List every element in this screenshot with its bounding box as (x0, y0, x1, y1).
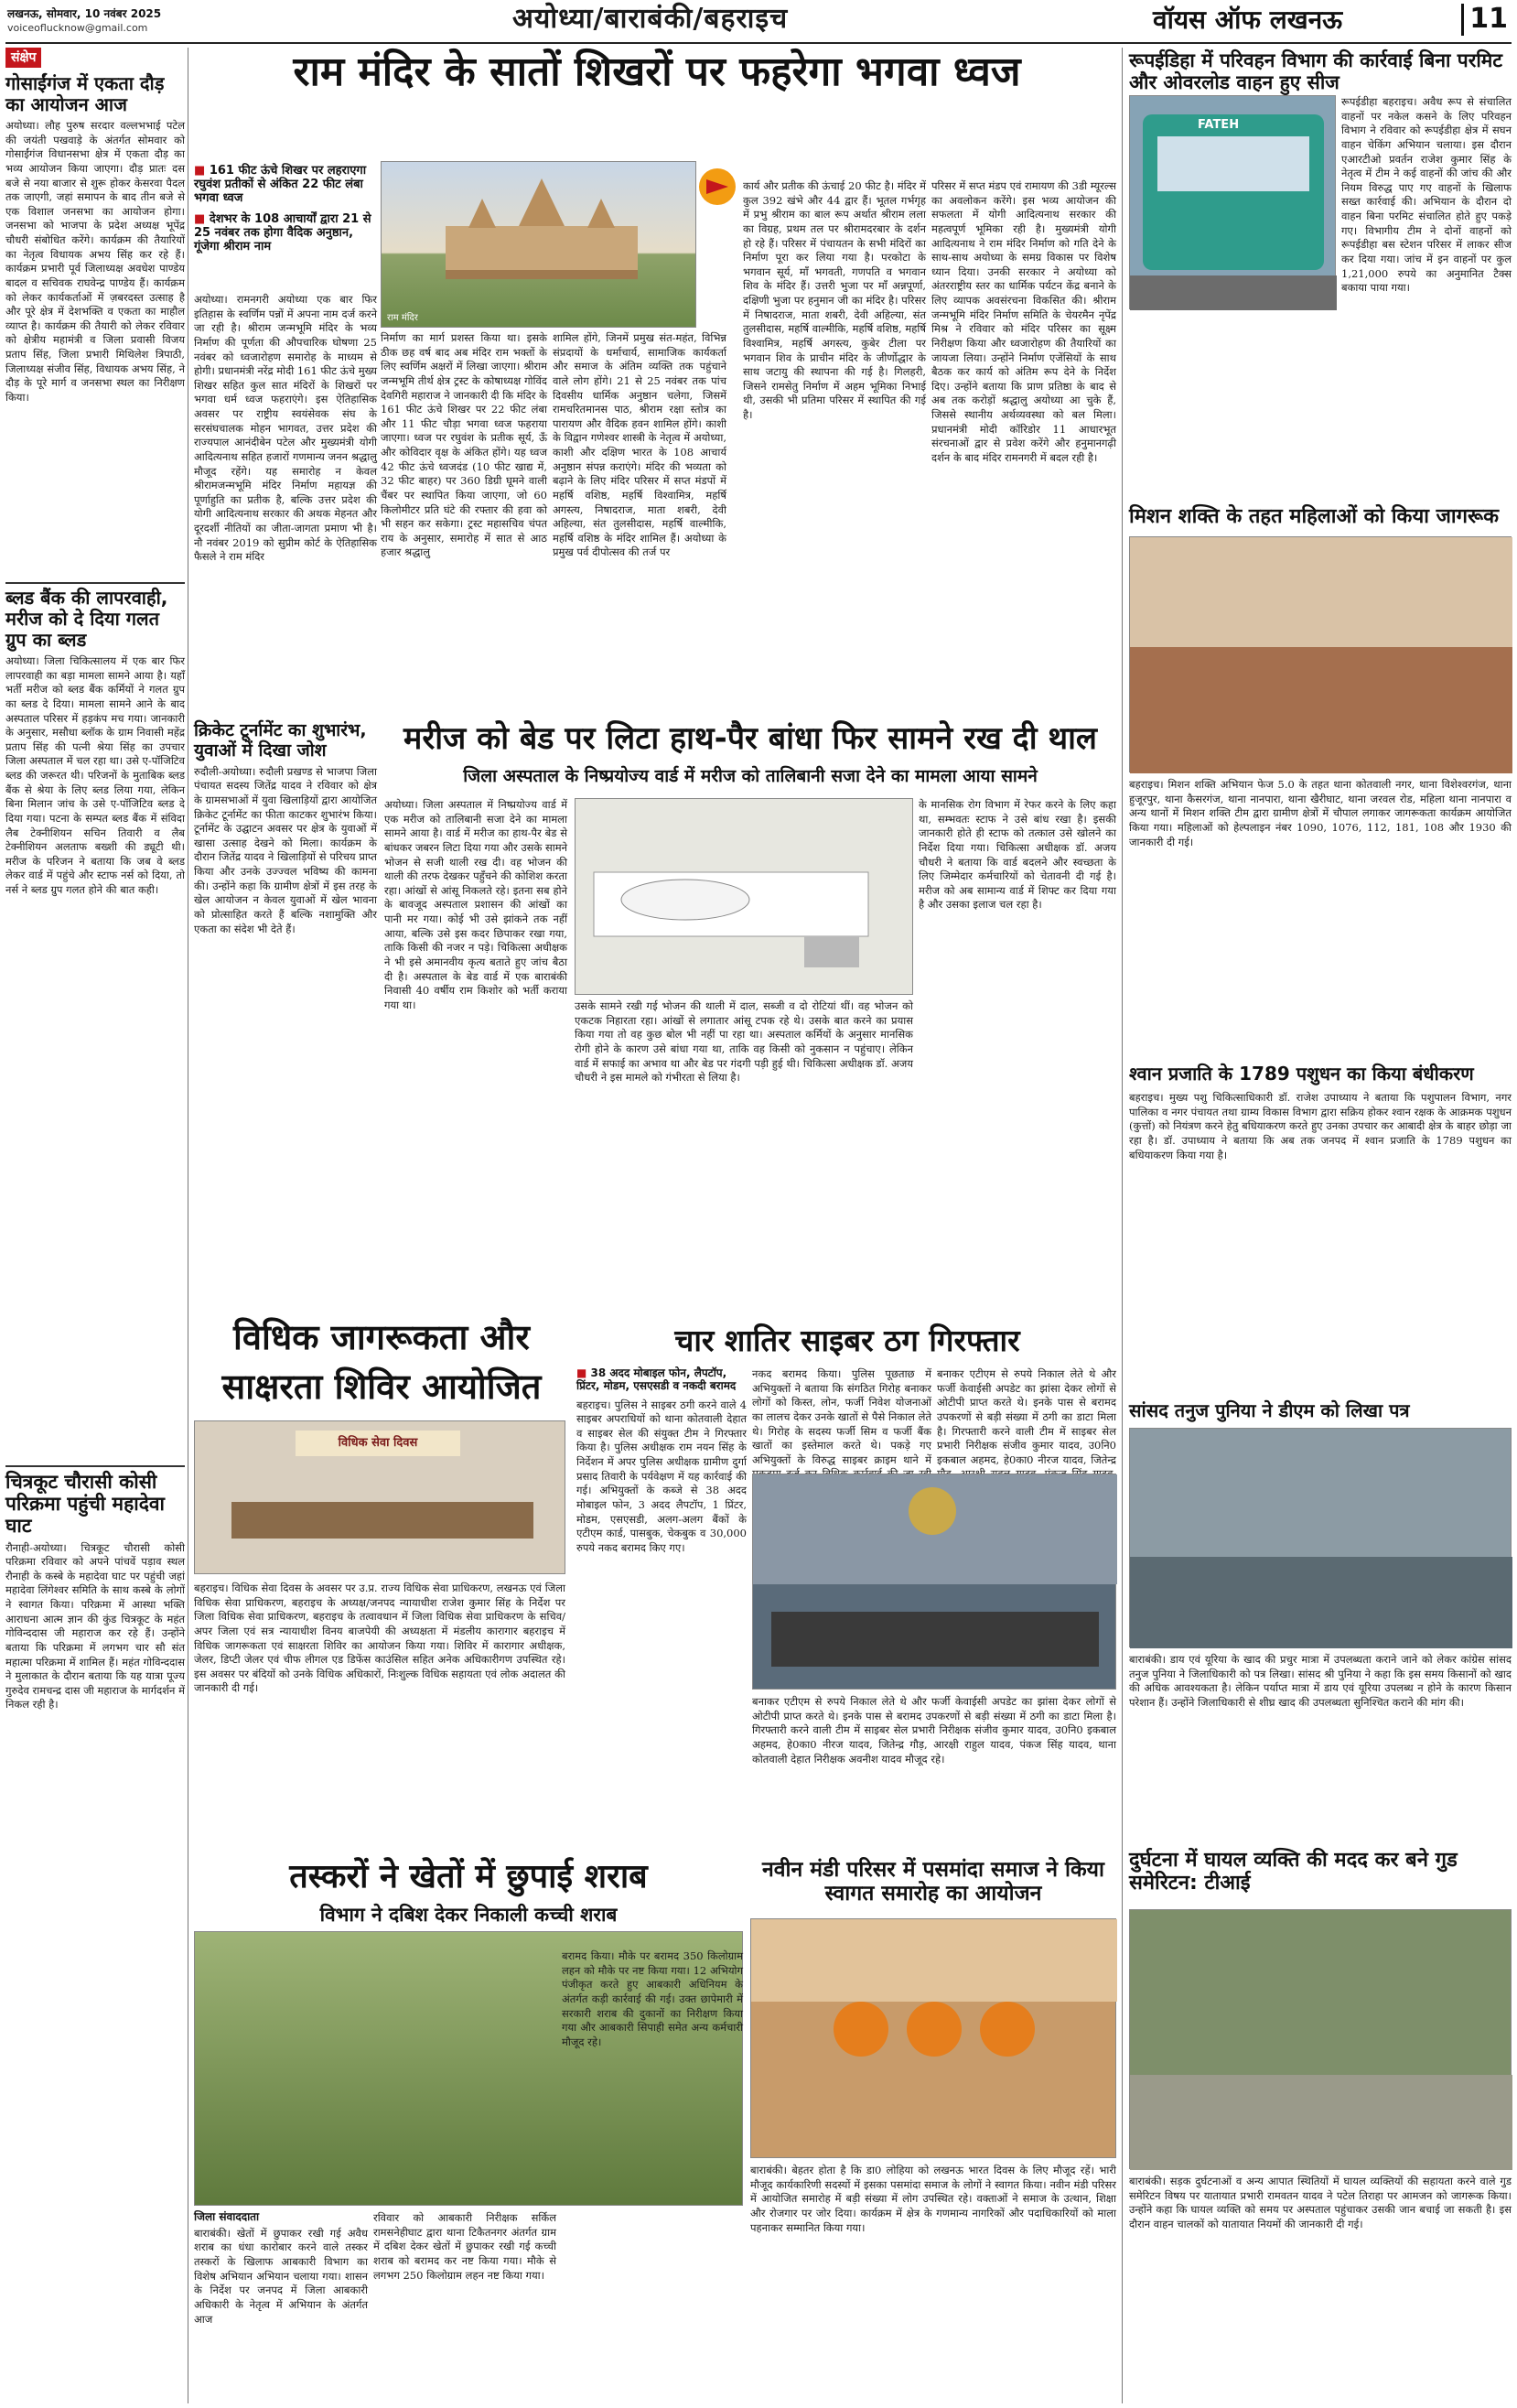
cyber-body-1: बहराइच। पुलिस ने साइबर ठगी करने वाले 4 साइबर अपराधियों को थाना कोतवाली देहात व साइबर सेल की संयुक्त टीम ने गिरफ्तार किया है। पुलिस अधीक्षक राम नयन सिंह के निर्देशन में अपर पुलिस अधीक्षक ग्रामीण दुर्गा प्रसाद तिवारी के पर्यवेक्षण में यह कार्रवाई की गई। अभियुक्तों के कब्जे से 38 अदद मोबाइल फोन, 3 अदद लैपटॉप, 1 प्रिंटर, मोडम, एसएसडी, अलग-अलग बैंकों के एटीएम कार्ड, पासबुक, चेकबुक व 30,000 रुपये नकद बरामद किए गए। (576, 1398, 747, 1554)
mission-headline: मिशन शक्ति के तहत महिलाओं को किया जागरूक (1129, 505, 1499, 528)
cyber-photo (752, 1474, 1116, 1690)
dog-body: बहराइच। मुख्य पशु चिकित्साधिकारी डॉ. राजेश उपाध्याय ने बताया कि पशुपालन विभाग, नगर पालिका व नगर पंचायत तथा ग्राम्य विकास विभाग द्वारा सक्रिय होकर श्वान रक्षक के आक्रमक पशुधन (कुत्तों) को नियंत्रण करने हेतु बधियाकरण करते हुए उनका उपचार कर आबादी क्षेत्र के बाहर छोड़ा जा रहा है। डॉ. उपाध्याय ने बताया कि अब तक जनपद में श्वान प्रजाति के 1789 पशुधन का बधियाकरण किया गया है। (1129, 1091, 1512, 1161)
patient-subhead: जिला अस्पताल के निष्प्रयोज्य वार्ड में मरीज को तालिबानी सजा देने का मामला आया सामने (463, 766, 1038, 786)
mission-photo (1129, 536, 1512, 772)
dog-headline: श्वान प्रजाति के 1789 पशुधन का किया बंधीकरण (1129, 1063, 1474, 1085)
right-divider (1122, 48, 1123, 2403)
patient-photo (575, 798, 913, 995)
pasmanda-photo (750, 1918, 1116, 2158)
cyber-bullet: ■ 38 अदद मोबाइल फोन, लैपटॉप, प्रिंटर, मोडम, एसएसडी व नकदी बरामद (576, 1367, 747, 1393)
temple-photo-caption: राम मंदिर (387, 313, 418, 323)
sidebar-item-body: अयोध्या। लौह पुरुष सरदार वल्लभभाई पटेल की जयंती पखवाड़े के अंतर्गत सोमवार को गोसाईंगंज विधानसभा क्षेत्र में एकता दौड़ का भव्य आयोजन किया जाएगा। दौड़ प्रातः दस बजे से नया बाजार से शुरू होकर केसरवा पैदल तक जाएगी, जहां समापन के बाद तीन बजे से एक विशाल जनसभा का आयोजन होगा। जनसभा को भाजपा के प्रदेश अध्यक्ष भूपेंद्र चौधरी संबोधित करेंगे। कार्यक्रम की तैयारियों का नेतृत्व विधायक अभय सिंह कर रहे हैं। कार्यक्रम प्रभारी पूर्व जिलाध्यक्ष अवधेश पाण्डेय बादल व सचिवक राघवेन्द्र पाण्डेय हैं। कार्यक्रम को लेकर कार्यकर्ताओं में ज़बरदस्त उत्साह है और पूरे क्षेत्र में देशभक्ति व एकता का माहौल व्याप्त है। कार्यक्रम की तैयारी को लेकर रविवार को क्षेत्रीय महामंत्री व जिला प्रवासी विजय प्रताप सिंह, जिला प्रभारी मिथिलेश त्रिपाठी, जिलाध्यक्ष संजीव सिंह, विधायक अभय सिंह, ने दौड़ के पूरे मार्ग व जनसभा स्थल का निरीक्षण किया। (5, 119, 185, 404)
liquor-body-1: बाराबंकी। खेतों में छुपाकर रखी गई अवैध शराब का धंधा कारोबार करने वाले तस्कर तस्करों के खिलाफ आबकारी विभाग का विशेष अभियान अभियान चलाया गया। शासन के निर्देश पर जनपद में जिला आबकारी अधिकारी के नेतृत्व में अभियान के अंतर्गत आज (194, 2226, 368, 2326)
lead-col-3: शामिल होंगे, जिनमें प्रमुख संत-महंत, विभिन्न संप्रदायों के धर्माचार्य, सामाजिक कार्यकर्ता और समाज के अंतिम व्यक्ति तक पहुंचाने वाले लोग होंगे। 21 से 25 नवंबर तक पांच दिवसीय धार्मिक अनुष्ठान चलेगा, जिसमें रामचरितमानस पाठ, श्रीराम रक्षा स्तोत्र का पारायण और वैदिक हवन शामिल होंगे। काशी के विद्वान गणेश्वर शास्त्री के नेतृत्व में अयोध्या, काशी और दक्षिण भारत के 108 आचार्य अनुष्ठान संपन्न कराएंगे। मंदिर की भव्यता को बढ़ाने के लिए मंदिर परिसर में सप्त मंडपों में महर्षि वशिष्ठ, महर्षि विश्वामित्र, महर्षि अगस्त्य, निषादराज, माता शबरी, देवी अहिल्या, संत तुलसीदास, महर्षि वाल्मीकि, महर्षि वशिष्ठ के मंदिर शामिल हैं। अयोध्या के प्रमुख पर्व दीपोत्सव की तर्ज पर (553, 331, 726, 559)
mission-body: बहराइच। मिशन शक्ति अभियान फेज 5.0 के तहत थाना कोतवाली नगर, थाना विशेश्वरगंज, थाना हुजूरपुर, थाना कैसरगंज, थाना नानपारा, थाना खैरीघाट, थाना जरवल रोड, महिला थाना नानपारा व अन्य थानों में मिशन शक्ति टीम द्वारा ग्रामीण क्षेत्रों में चौपाल लगाकर जागरूकता कार्यक्रम आयोजित किया गया। महिलाओं को हेल्पलाइन नंबर 1090, 1076, 112, 181, 108 और 1930 की जानकारी दी गई। (1129, 778, 1512, 848)
liquor-headline: तस्करों ने खेतों में छुपाई शराब (289, 1858, 648, 1895)
lead-col-4: कार्य और प्रतीक की ऊंचाई 20 फीट है। मंदिर में कुल 392 खंभे और 44 द्वार हैं। भूतल गर्भगृह में प्रभु श्रीराम का बाल रूप अर्थात श्रीराम लला का विग्रह, प्रथम तल पर श्रीरामदरबार के दर्शन हो रहे हैं। परिसर में पंचायतन के सभी मंदिरों का निर्माण पूरा कर लिया गया है। परकोटा के भगवान सूर्य, माँ भगवती, गणपति व भगवान शिव के मंदिर हैं। उत्तरी भुजा पर माँ अन्नपूर्णा, दक्षिणी भुजा पर हनुमान जी का मंदिर है। परिसर में निषादराज, माता शबरी, देवी अहिल्या, संत तुलसीदास, महर्षि वाल्मीकि, महर्षि वशिष्ठ, महर्षि विश्वामित्र, महर्षि अगस्त्य, कुबेर टीला पर भगवान शिव के प्राचीन मंदिर के जीर्णोद्धार के साथ जटायु की स्थापना की गई है। गिलहरी, जिसने रामसेतु निर्माण में अहम भूमिका निभाई थी, उसकी भी प्रतिमा परिसर में स्थापित की गई है। (743, 179, 926, 421)
liquor-col-1 (194, 2211, 368, 2402)
accident-body: बाराबंकी। सड़क दुर्घटनाओं व अन्य आपात स्थितियों में घायल व्यक्तियों की सहायता करने वाले गुड समेरिटन विषय पर यातायात प्रभारी रामवतन यादव ने पटेल तिराहा पर आमजन को जागरूक किया। उन्होंने कहा कि घायल व्यक्ति को समय पर अस्पताल पहुंचाकर उसकी जान बचाई जा सकती है। इस दौरान वाहन चालकों को यातायात नियमों की जानकारी दी गई। (1129, 2175, 1512, 2230)
legal-headline-2: साक्षरता शिविर आयोजित (221, 1366, 542, 1407)
lead-col-1: अयोध्या। रामनगरी अयोध्या एक बार फिर इतिहास के स्वर्णिम पन्नों में अपना नाम दर्ज करने जा रही है। श्रीराम जन्मभूमि मंदिर के भव्य निर्माण की पूर्णता की औपचारिक घोषणा 25 नवंबर को ध्वजारोहण समारोह के माध्यम से होगी। प्रधानमंत्री नरेंद्र मोदी 161 फीट ऊंचे मुख्य शिखर सहित कुल सात मंदिरों के शिखरों पर भगवा धर्म ध्वज फहराएंगे। इस ऐतिहासिक अवसर पर राष्ट्रीय स्वयंसेवक संघ के सरसंघचालक मोहन भागवत, उत्तर प्रदेश की राज्यपाल आनंदीबेन पटेल और मुख्यमंत्री योगी आदित्यनाथ सहित हजारों गणमान्य जनन श्रद्धालु मौजूद रहेंगे। यह समारोह न केवल श्रीरामजन्मभूमि मंदिर निर्माण महायज्ञ की पूर्णाहुति का प्रतीक है, बल्कि उत्तर प्रदेश की योगी आदित्यनाथ सरकार की अथक मेहनत और दूरदर्शी नीतियों का जीता-जागता प्रमाण भी है। नौ नवंबर 2019 को सुप्रीम कोर्ट के ऐतिहासिक फैसले ने राम मंदिर (194, 293, 377, 564)
accident-photo (1129, 1909, 1512, 2169)
cyber-col-3: बनाकर एटीएम से रुपये निकाल लेते थे और फर्जी केवाईसी अपडेट का झांसा देकर लोगों से ओटीपी प्राप्त करते थे। इनके पास से बरामद उपकरणों से बड़ी संख्या में ठगी का डाटा मिला है। गिरफ्तारी करने वाली टीम में साइबर सेल प्रभारी निरीक्षक संजीव कुमार यादव, उ0नि0 इकबाल अहमद, हे0का0 नीरज यादव, जितेन्द्र (937, 1367, 1116, 1466)
liquor-col-3: बरामद किया। मौके पर बरामद 350 किलोग्राम लहन को मौके पर नष्ट किया गया। 12 अभियोग पंजीकृत करते हुए आबकारी अधिनियम के अंतर्गत कड़ी कार्रवाई की गई। उक्त छापेमारी में सरकारी शराब की दुकानों का निरीक्षण किया गया और आबकारी सिपाही समेत अन्य कर्मचारी मौजूद रहे। (562, 1949, 743, 2048)
lead-bullet: ■ 161 फीट ऊंचे शिखर पर लहराएगा रघुवंश प्रतीकों से अंकित 22 फीट लंबा भगवा ध्वज (194, 165, 377, 206)
liquor-col-2: रविवार को आबकारी निरीक्षक सर्किल रामसनेहीघाट द्वारा थाना टिकैतनगर अंतर्गत ग्राम में दबिश देकर खेतों में छुपाकर रखी गई कच्ची शराब को बरामद कर नष्ट किया गया। मौके से लगभग 250 किलोग्राम लहन नष्ट किया गया। (373, 2211, 556, 2282)
date-line: लखनऊ, सोमवार, 10 नवंबर 2025 (7, 7, 162, 20)
liquor-dateline: जिला संवाददाता (194, 2210, 260, 2223)
cyber-col-4: बनाकर एटीएम से रुपये निकाल लेते थे और फर्जी केवाईसी अपडेट का झांसा देकर लोगों से ओटीपी प्राप्त करते थे। इनके पास से बरामद उपकरणों से बड़ी संख्या में ठगी का डाटा मिला है। गिरफ्तारी करने वाली टीम में साइबर सेल प्रभारी निरीक्षक संजीव कुमार यादव, उ0नि0 इकबाल अहमद, हे0का0 नीरज यादव, जितेन्द्र गौड़, आरक्षी राहुल यादव, पंकज सिंह यादव, थाना कोतवाली देहात निरीक्षक अवनीश यादव मौजूद रहे। (752, 1695, 1116, 1766)
brand-name: वॉयस ऑफ लखनऊ (1153, 5, 1343, 35)
sidebar-item-title: चित्रकूट चौरासी कोसी परिक्रमा पहुंची महादेवा घाट (5, 1465, 185, 1537)
email: voiceoflucknow@gmail.com (7, 22, 148, 34)
liquor-subhead: विभाग ने दबिश देकर निकाली कच्ची शराब (319, 1904, 618, 1926)
sidebar-item-title: ब्लड बैंक की लापरवाही, मरीज को दे दिया गलत ग्रुप का ब्लड (5, 582, 185, 651)
patient-col-1: अयोध्या। जिला अस्पताल में निष्प्रयोज्य वार्ड में एक मरीज को तालिबानी सजा देने का मामला सामने आया है। वार्ड में मरीज का हाथ-पैर बेड से बांधकर जबरन लिटा दिया गया और उसके सामने भोजन से सजी थाली रख दी। वह भोजन की थाली की तरफ देखकर पहुँचने की कोशिश करता रहा। आंखों से आंसू निकलते रहे। इतना सब होने के बावजूद अस्पताल प्रशासन की आंखों का पानी मर गया। कोई भी उसे झांकने तक नहीं आया, बल्कि उसे इस कदर छिपाकर रखा गया, ताकि किसी की नजर न पड़े। चिकित्सा अधीक्षक ने भी इसे अमानवीय कृत्य बताते हुए जांच बैठा दी है। अस्पताल के बेड वार्ड में एक बाराबंकी निवासी 40 वर्षीय राम किशोर को भर्ती कराया गया था। (384, 798, 567, 1011)
lead-col-5: परिसर में सप्त मंडप एवं रामायण की 3डी म्यूरल्स का अवलोकन करेंगे। इस भव्य आयोजन की सफलता में योगी आदित्यनाथ सरकार की महत्वपूर्ण भूमिका रही है। मुख्यमंत्री योगी आदित्यनाथ ने राम मंदिर निर्माण को गति देने के साथ-साथ अयोध्या के समग्र विकास पर विशेष ध्यान दिया। उनकी सरकार ने अयोध्या को अंतरराष्ट्रीय स्तर का धार्मिक पर्यटन केंद्र बनाने के लिए व्यापक अवसंरचना विकसित की। श्रीराम जन्मभूमि मंदिर निर्माण समिति के चेयरमैन नृपेंद्र मिश्र ने रविवार को मंदिर परिसर का सूक्ष्म निरीक्षण किया और ध्वजारोहण की तैयारियों का जायजा लिया। उन्होंने निर्माण एजेंसियों के साथ बैठक कर कार्य को अंतिम रूप देने के निर्देश दिए। उन्होंने बताया कि प्राण प्रतिष्ठा के बाद से अब तक करोड़ों श्रद्धालु अयोध्या आ चुके हैं, जिससे स्थानीय अर्थव्यवस्था को बल मिला। प्रधानमंत्री मोदी कॉरिडोर 11 आधारभूत संरचनाओं द्वार से प्रवेश करेंगे और हनुमानगढ़ी दर्शन के बाद मंदिर रामनगरी में बदल रही है। (931, 179, 1116, 464)
cricket-story (194, 721, 377, 1316)
sidebar-item-body: अयोध्या। जिला चिकित्सालय में एक बार फिर लापरवाही का बड़ा मामला सामने आया है। यहाँ भर्ती मरीज को ब्लड बैंक कर्मियों ने गलत ग्रुप का ब्लड दे दिया। मामला सामने आने के बाद अस्पताल परिसर में हड़कंप मच गया। जानकारी के अनुसार, मसौधा ब्लॉक के ग्राम निवासी महेंद्र प्रताप सिंह की पत्नी श्रेया सिंह का उपचार जिला अस्पताल में चल रहा था। उसे ए-पॉजिटिव ब्लड की जरूरत थी। परिजनों के मुताबिक ब्लड बैंक से श्रेया के लिए ब्लड लिया गया, लेकिन बिना मिलान जांच के उसे ए-पॉजिटिव ब्लड दे दिया गया। पटना के सम्पत ब्लड बैंक में संविदा लैब टेक्नीशियन सचिन तिवारी व लैब टेक्नीशियन अलताफ बख्शी की ड्यूटी थी। मरीज के परिजन ने बताया कि जब वे ब्लड लेकर वार्ड में पहुंचे और स्टाफ नर्स को दिया, तो नर्स ने ब्लड ग्रुप गलत होने की बात कही। (5, 654, 185, 897)
legal-body: बहराइच। विधिक सेवा दिवस के अवसर पर उ.प्र. राज्य विधिक सेवा प्राधिकरण, लखनऊ एवं जिला विधिक सेवा प्राधिकरण, बहराइच के अध्यक्ष/जनपद न्यायाधीश राजेश कुमार सिंह के निर्देश पर जिला विधिक सेवा प्राधिकरण, बहराइच के तत्वावधान में जिला विधिक सेवा प्राधिकरण के सचिव/अपर जिला एवं सत्र न्यायाधीश विनय बाजपेयी की अध्यक्षता में मंडलीय कारागार बहराइच में विधिक जागरूकता एवं साक्षरता शिविर का आयोजन किया गया। शिविर में कारागार अधीक्षक, जेलर, डिप्टी जेलर एवं चीफ लीगल एड डिफेंस काउंसिल सहित अनेक अधिकारीगण उपस्थित रहे। इस अवसर पर बंदियों को उनके विधिक अधिकारों, निःशुल्क विधिक सहायता एवं लोक अदालत की जानकारी दी गई। (194, 1582, 565, 1695)
cricket-headline: क्रिकेट टूर्नामेंट का शुभारंभ, युवाओं में दिखा जोश (194, 720, 367, 761)
cyber-col-1 (576, 1367, 747, 1852)
temple-photo (381, 161, 696, 328)
section-title: अयोध्या/बाराबंकी/बहराइच (512, 3, 789, 35)
pasmanda-headline: नवीन मंडी परिसर में पसमांदा समाज ने किया स्वागत समारोह का आयोजन (762, 1858, 1104, 1906)
cyber-col-2: नकद बरामद किया। पुलिस पूछताछ में अभियुक्तों ने बताया कि संगठित गिरोह बनाकर लोगों को किस्त, लोन, फर्जी निवेश योजनाओं का लालच देकर उनके खातों से पैसे निकाल लेते थे। गिरोह के सदस्य फर्जी सिम व फर्जी बैंक खातों का इस्तेमाल करते थे। पकड़े गए अभियुक्तों के विरुद्ध साइबर क्राइम थाने में (752, 1367, 931, 1466)
bus-photo (1129, 95, 1336, 309)
legal-headline-1: विधिक जागरूकता और (233, 1317, 530, 1357)
temple-illustration (382, 162, 697, 329)
pasmanda-body: बाराबंकी। बेहतर होता है कि डा0 लोहिया को लखनऊ भारत दिवस के लिए मौजूद रहें। भारी मौजूद कार्यकारिणी सदस्यों में इसका पसमांदा समाज के लोगों ने स्वागत किया। नवीन मंडी परिसर में आयोजित समारोह में बड़ी संख्या में लोग उपस्थित रहे। वक्ताओं ने समाज के उत्थान, शिक्षा और रोजगार पर जोर दिया। कार्यक्रम में क्षेत्र के गणमान्य नागरिकों और पदाधिकारियों को माला पहनाकर सम्मानित किया गया। (750, 2164, 1116, 2234)
sidebar (5, 48, 185, 2403)
sidebar-label: संक्षेप (5, 48, 41, 68)
lead-bullet: ■ देशभर के 108 आचार्यों द्वारा 21 से 25 नवंबर तक होगा वैदिक अनुष्ठान, गूंजेगा श्रीराम नाम (194, 213, 377, 254)
patient-headline: मरीज को बेड पर लिटा हाथ-पैर बांधा फिर सामने रख दी थाल (403, 720, 1097, 757)
masthead-rule (5, 42, 1512, 44)
lead-headline: राम मंदिर के सातों शिखरों पर फहरेगा भगवा ध्वज (293, 49, 1021, 95)
transport-body: रूपईडीहा बहराइच। अवैध रूप से संचालित वाहनों पर नकेल कसने के लिए परिवहन विभाग ने रविवार को रूपईडीहा क्षेत्र में सघन वाहन चेकिंग अभियान चलाया। इस दौरान एआरटीओ प्रवर्तन राजेश कुमार सिंह के नेतृत्व में टीम ने कई वाहनों की जांच की और नियम विरुद्ध पाए गए वाहनों के खिलाफ सख्त कार्रवाई की। अभियान के दौरान दो वाहन बिना परमिट संचालित होते हुए पकड़े गए। विभागीय टीम ने दोनों वाहनों को रूपईडीहा बस स्टेशन परिसर में लाकर सीज कर दिया गया। जांच में इन वाहनों पर कुल 1,21,000 रुपये का अनुमानित टैक्स बकाया पाया गया। (1341, 95, 1512, 295)
brand-block (1153, 4, 1512, 40)
patient-col-2: उसके सामने रखी गई भोजन की थाली में दाल, सब्जी व दो रोटियां थीं। वह भोजन को एकटक निहारता रहा। आंखों से लगातार आंसू टपक रहे थे। उसके बात करने का प्रयास किया गया तो वह कुछ बोल भी नहीं पा रहा था। अस्पताल कर्मियों के अनुसार मानसिक रोगी होने के कारण उसे बांधा गया था, ताकि वह किसी को नुकसान न पहुंचाए। लेकिन वार्ड में सफाई का अभाव था और बेड पर गंदगी पड़ी हुई थी। चिकित्सा अधीक्षक डॉ. अजय चौधरी ने इस मामले को गंभीरता से लिया है। (575, 999, 913, 1085)
lead-col-2: निर्माण का मार्ग प्रशस्त किया था। इसके ठीक छह वर्ष बाद अब मंदिर राम भक्तों के लिए स्वर्णिम अक्षरों में लिखा जाएगा। श्रीराम जन्मभूमि तीर्थ क्षेत्र ट्रस्ट के कोषाध्यक्ष गोविंद देवगिरी महाराज ने जानकारी दी कि मंदिर के 161 फीट ऊंचे शिखर पर 22 फीट लंबा और 11 फीट चौड़ा भगवा ध्वज फहराया जाएगा। ध्वज पर रघुवंश के प्रतीक सूर्य, ऊँ और कोविदार वृक्ष के अंकित होंगे। यह ध्वज 42 फीट ऊंचे ध्वजदंड (10 फीट खाद्य में, 32 फीट बाहर) पर 360 डिग्री घूमने वाली चैंबर पर स्थापित किया जाएगा, जो 60 किलोमीटर प्रति घंटे की रफ्तार की हवा को भी सहन कर सकेगा। ट्रस्ट महासचिव चंपत राय के अनुसार, समारोह में सात से आठ हजार श्रद्धालु (381, 331, 547, 559)
mp-photo (1129, 1428, 1512, 1647)
patient-col-3: के मानसिक रोग विभाग में रेफर करने के लिए कहा था, सम्भवतः स्टाफ ने उसे बांध रखा है। इसकी जानकारी होते ही स्टाफ को तत्काल उसे खोलने का निर्देश दिया गया। चिकित्सा अधीक्षक डॉ. अजय चौधरी ने बताया कि वार्ड बदलने और स्वच्छता के लिए जिम्मेदार कर्मचारियों को चेतावनी दी गई है। मरीज को अब सामान्य वार्ड में शिफ्ट कर दिया गया है और उसका इलाज चल रहा है। (919, 798, 1116, 912)
sidebar-item-body: रौनाही-अयोध्या। चित्रकूट चौरासी कोसी परिक्रमा रविवार को अपने पांचवें पड़ाव स्थल रौनाही के कस्बे के महादेवा घाट पर पहुंची जहां महादेवा लिंगेश्वर समिति के साथ कस्बे के लोगों ने स्वागत किया। परिक्रमा में आस्था भक्ति आराधना आत्म ज्ञान की कुंड चित्रकूट के महंत गोविन्ददास जी महाराज कर रहे हैं। उन्होंने बताया कि परिक्रमा में लगभग चार सौ संत महात्मा परिक्रमा में शामिल हैं। महंत गोविन्ददास ने मुलाकात के दौरान बताया कि यह यात्रा पूज्य गुरुदेव रामचन्द्र दास जी महाराज के मार्गदर्शन में निकल रही है। (5, 1540, 185, 1712)
mp-headline: सांसद तनुज पुनिया ने डीएम को लिखा पत्र (1129, 1399, 1410, 1421)
mp-body: बाराबंकी। डाय एवं यूरिया के खाद की प्रचुर मात्रा में उपलब्धता कराने जाने को लेकर कांग्रेस सांसद तनुज पुनिया ने जिलाधिकारी को पत्र लिखा। सांसद श्री पुनिया ने कहा कि इस समय किसानों को खाद की अधिक आवश्यकता है। लेकिन पर्याप्त मात्रा में डाय एवं यूरिया उपलब्ध न होने के कारण किसान परेशान हैं। उन्होंने जिलाधिकारी से शीघ्र खाद की उपलब्धता सुनिश्चित कराने की मांग की। (1129, 1653, 1512, 1709)
lead-bullets (194, 165, 377, 284)
transport-headline: रूपईडिहा में परिवहन विभाग की कार्रवाई बिना परमिट और ओवरलोड वाहन हुए सीज (1129, 49, 1502, 94)
accident-headline: दुर्घटना में घायल व्यक्ति की मदद कर बने गुड समेरिटन: टीआई (1129, 1849, 1458, 1895)
bus-label: FATEH (1198, 118, 1240, 132)
page-number: 11 (1461, 4, 1508, 36)
cricket-body: रुदौली-अयोध्या। रुदौली प्रखण्ड से भाजपा जिला पंचायत सदस्य जितेंद्र यादव ने रविवार को क्षेत्र के ग्रामसभाओं में युवा खिलाड़ियों द्वारा आयोजित क्रिकेट टूर्नामेंट का फीता काटकर शुभारंभ किया। टूर्नामेंट के उद्घाटन अवसर पर क्षेत्र के युवाओं में खासा उत्साह देखने को मिला। कार्यक्रम के दौरान जितेंद्र यादव ने खिलाड़ियों से परिचय प्राप्त किया और उनके उज्ज्वल भविष्य की कामना की। उन्होंने कहा कि ग्रामीण क्षेत्रों में इस तरह के खेल आयोजन न केवल युवाओं में खेल भावना को प्रोत्साहित करते हैं बल्कि नशामुक्ति और एकता का संदेश भी देते हैं। (194, 764, 377, 935)
legal-photo (194, 1420, 565, 1574)
flag-icon (697, 167, 737, 216)
legal-banner: विधिक सेवा दिवस (296, 1431, 460, 1456)
cyber-headline: चार शातिर साइबर ठग गिरफ्तार (674, 1323, 1020, 1358)
sidebar-item-title: गोसाईंगंज में एकता दौड़ का आयोजन आज (5, 72, 165, 116)
